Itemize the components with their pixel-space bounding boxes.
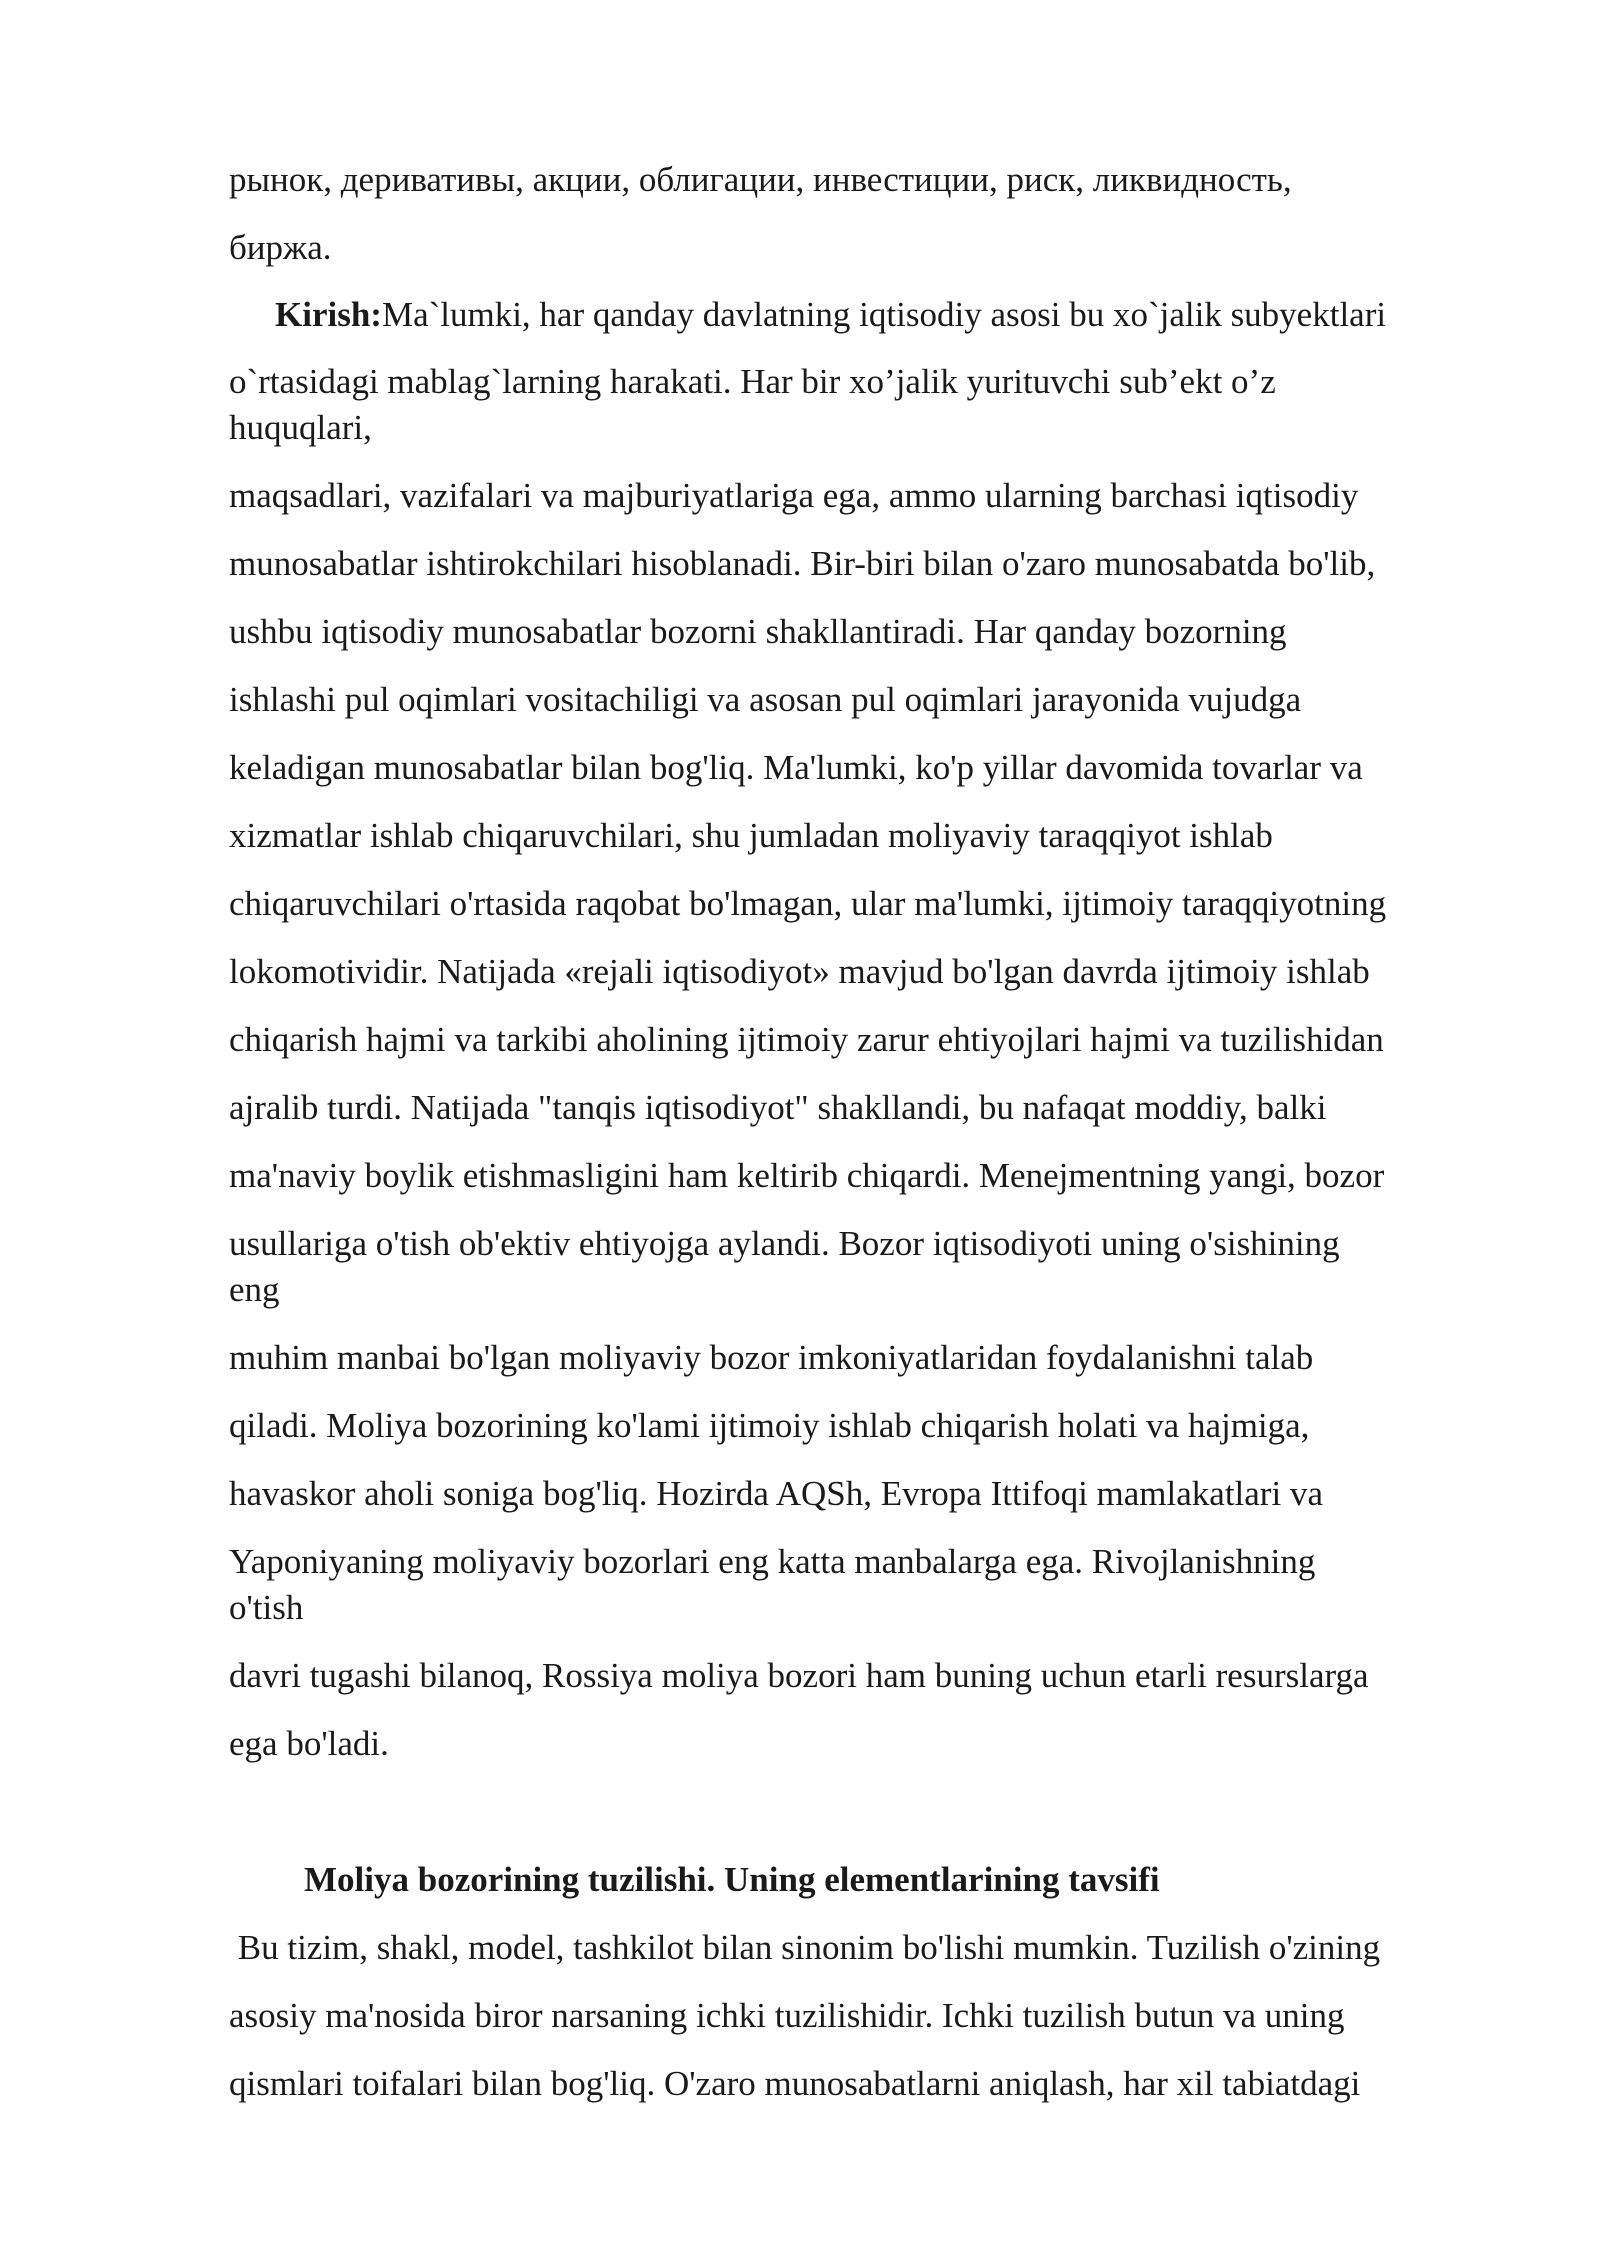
intro-line: eng <box>229 1270 280 1309</box>
intro-line: munosabatlar ishtirokchilari hisoblanadi. Bir-biri bilan o'zaro munosabatda bo'lib, <box>229 544 1376 583</box>
intro-line: havaskor aholi soniga bog'liq. Hozirda AQSh, Evropa Ittifoqi mamlakatlari va <box>229 1474 1323 1513</box>
intro-line: muhim manbai bo'lgan moliyaviy bozor imkoniyatlaridan foydalanishni talab <box>229 1338 1314 1377</box>
keywords-line: рынок, деривативы, акции, облигации, инвестиции, риск, ликвидность, <box>229 160 1292 199</box>
intro-line: ishlashi pul oqimlari vositachiligi va asosan pul oqimlari jarayonida vujudga <box>229 680 1302 719</box>
intro-line: keladigan munosabatlar bilan bog'liq. Ma'lumki, ko'p yillar davomida tovarlar va <box>229 748 1363 787</box>
intro-line: Yaponiyaning moliyaviy bozorlari eng katta manbalarga ega. Rivojlanishning <box>229 1542 1316 1581</box>
intro-line: lokomotividir. Natijada «rejali iqtisodiyot» mavjud bo'lgan davrda ijtimoiy ishlab <box>229 952 1370 991</box>
intro-line: usullariga o'tish ob'ektiv ehtiyojga aylandi. Bozor iqtisodiyoti uning o'sishining <box>229 1224 1340 1263</box>
intro-line: o`rtasidagi mablag`larning harakati. Har bir xo’jalik yurituvchi sub’ekt o’z <box>229 362 1276 401</box>
intro-label: Kirish: <box>275 295 382 334</box>
intro-line: maqsadlari, vazifalari va majburiyatlariga ega, ammo ularning barchasi iqtisodiy <box>229 476 1359 515</box>
keywords-line: биржа. <box>229 228 332 267</box>
intro-line: chiqarish hajmi va tarkibi aholining ijtimoiy zarur ehtiyojlari hajmi va tuzilishidan <box>229 1020 1384 1059</box>
intro-line: o'tish <box>229 1588 304 1627</box>
intro-line: ma'naviy boylik etishmasligini ham keltirib chiqardi. Menejmentning yangi, bozor <box>229 1156 1385 1195</box>
intro-line: huquqlari, <box>229 408 372 447</box>
intro-line: davri tugashi bilanoq, Rossiya moliya bozori ham buning uchun etarli resurslarga <box>229 1656 1369 1695</box>
intro-line: ajralib turdi. Natijada "tanqis iqtisodiyot" shakllandi, bu nafaqat moddiy, balki <box>229 1088 1327 1127</box>
section-line: qismlari toifalari bilan bog'liq. O'zaro munosabatlarni aniqlash, har xil tabiatdagi <box>229 2064 1361 2103</box>
intro-line: chiqaruvchilari o'rtasida raqobat bo'lmagan, ular ma'lumki, ijtimoiy taraqqiyotning <box>229 884 1387 923</box>
intro-line: Ma`lumki, har qanday davlatning iqtisodiy asosi bu xo`jalik subyektlari <box>381 295 1387 334</box>
intro-line: xizmatlar ishlab chiqaruvchilari, shu jumladan moliyaviy taraqqiyot ishlab <box>229 816 1273 855</box>
intro-first-line <box>275 297 1386 332</box>
intro-line: ega bo'ladi. <box>229 1724 389 1763</box>
section-line: asosiy ma'nosida biror narsaning ichki tuzilishidir. Ichki tuzilish butun va uning <box>229 1996 1345 2035</box>
section-line: Bu tizim, shakl, model, tashkilot bilan sinonim bo'lishi mumkin. Tuzilish o'zining <box>229 1928 1381 1967</box>
intro-line: ushbu iqtisodiy munosabatlar bozorni shakllantiradi. Har qanday bozorning <box>229 612 1287 651</box>
intro-line: qiladi. Moliya bozorining ko'lami ijtimoiy ishlab chiqarish holati va hajmiga, <box>229 1406 1310 1445</box>
section-heading: Moliya bozorining tuzilishi. Uning elementlarining tavsifi <box>304 1860 1160 1899</box>
